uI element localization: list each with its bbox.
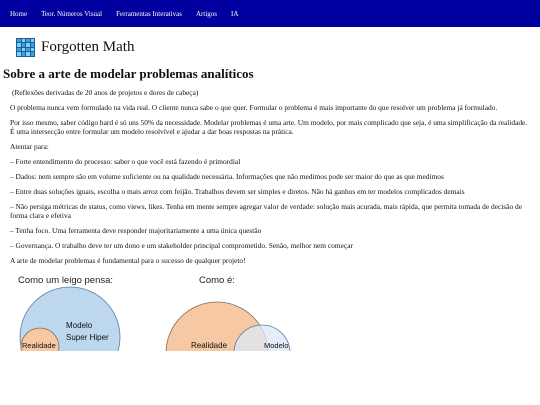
article-title: Sobre a arte de modelar problemas analíticos — [3, 66, 254, 81]
list-item: – Forte entendimento do processo: saber o que você está fazendo é primordial — [10, 157, 241, 166]
diagram1-label: Como um leigo pensa: — [18, 275, 114, 286]
list-item: – Governança. O trabalho deve ter um dono e um stakeholder principal comprometido. Senão, melhor nem começar — [10, 241, 353, 250]
site-logo-icon[interactable] — [16, 38, 35, 57]
site-title[interactable]: Forgotten Math — [41, 38, 135, 55]
list-item: – Tenha foco. Uma ferramenta deve responder majoritariamente a uma única questão — [10, 226, 262, 235]
diagram1-big-label-line2: Super Hiper — [66, 333, 109, 342]
site-header — [16, 36, 540, 58]
list-item: – Não persiga métricas de status, como views, likes. Tenha em mente sempre agregar valor de verdade: solução mais acurada, mais rápida, que permita tomada de decisão de forma clara e efetiva — [10, 202, 522, 220]
diagram2-small-label: Modelo — [264, 341, 289, 350]
article-body — [0, 88, 540, 265]
nav-teor-numeros-link[interactable]: Teor. Números Visual — [41, 9, 103, 18]
nav-artigos-link[interactable]: Artigos — [195, 9, 217, 18]
paragraph: Por isso mesmo, saber código hard é só uns 50% da necessidade. Modelar problemas é uma arte. Um modelo, por mais complicado que seja, é uma simplificação da realidade. É uma intersecção entre formular um modelo resolvível e ajudar a dar boas respostas na prática. — [10, 118, 528, 136]
venn-svg — [0, 271, 540, 351]
diagram1-big-label-line1: Modelo — [66, 321, 93, 330]
list-item: – Dados: nem sempre são em volume suficiente ou na qualidade necessária. Informações que não medimos pode ser maior do que as que medimos — [10, 172, 444, 181]
nav-home-link[interactable]: Home — [10, 9, 28, 18]
nav-ia-link[interactable]: IA — [230, 9, 239, 18]
article-subtitle: (Reflexões derivadas de 20 anos de projetos e dores de cabeça) — [12, 88, 199, 97]
paragraph: O problema nunca vem formulado na vida real. O cliente nunca sabe o que quer. Formular o problema é mais importante do que resolver um problema já formulado. — [10, 103, 498, 112]
diagram2-label: Como é: — [199, 275, 235, 286]
venn-diagrams — [0, 271, 540, 351]
paragraph: Atentar para: — [10, 142, 49, 151]
nav-ferramentas-link[interactable]: Ferramentas Interativas — [116, 9, 182, 18]
paragraph: A arte de modelar problemas é fundamental para o sucesso de qualquer projeto! — [10, 256, 246, 265]
top-nav-bar — [0, 0, 540, 27]
list-item: – Entre duas soluções iguais, escolha o mais arroz com feijão. Trabalhos devem ser simples e diretos. Não há ganhos em ter modelos complicados demais — [10, 187, 465, 196]
diagram1-small-label: Realidade — [22, 341, 56, 350]
diagram2-big-label: Realidade — [191, 341, 228, 350]
